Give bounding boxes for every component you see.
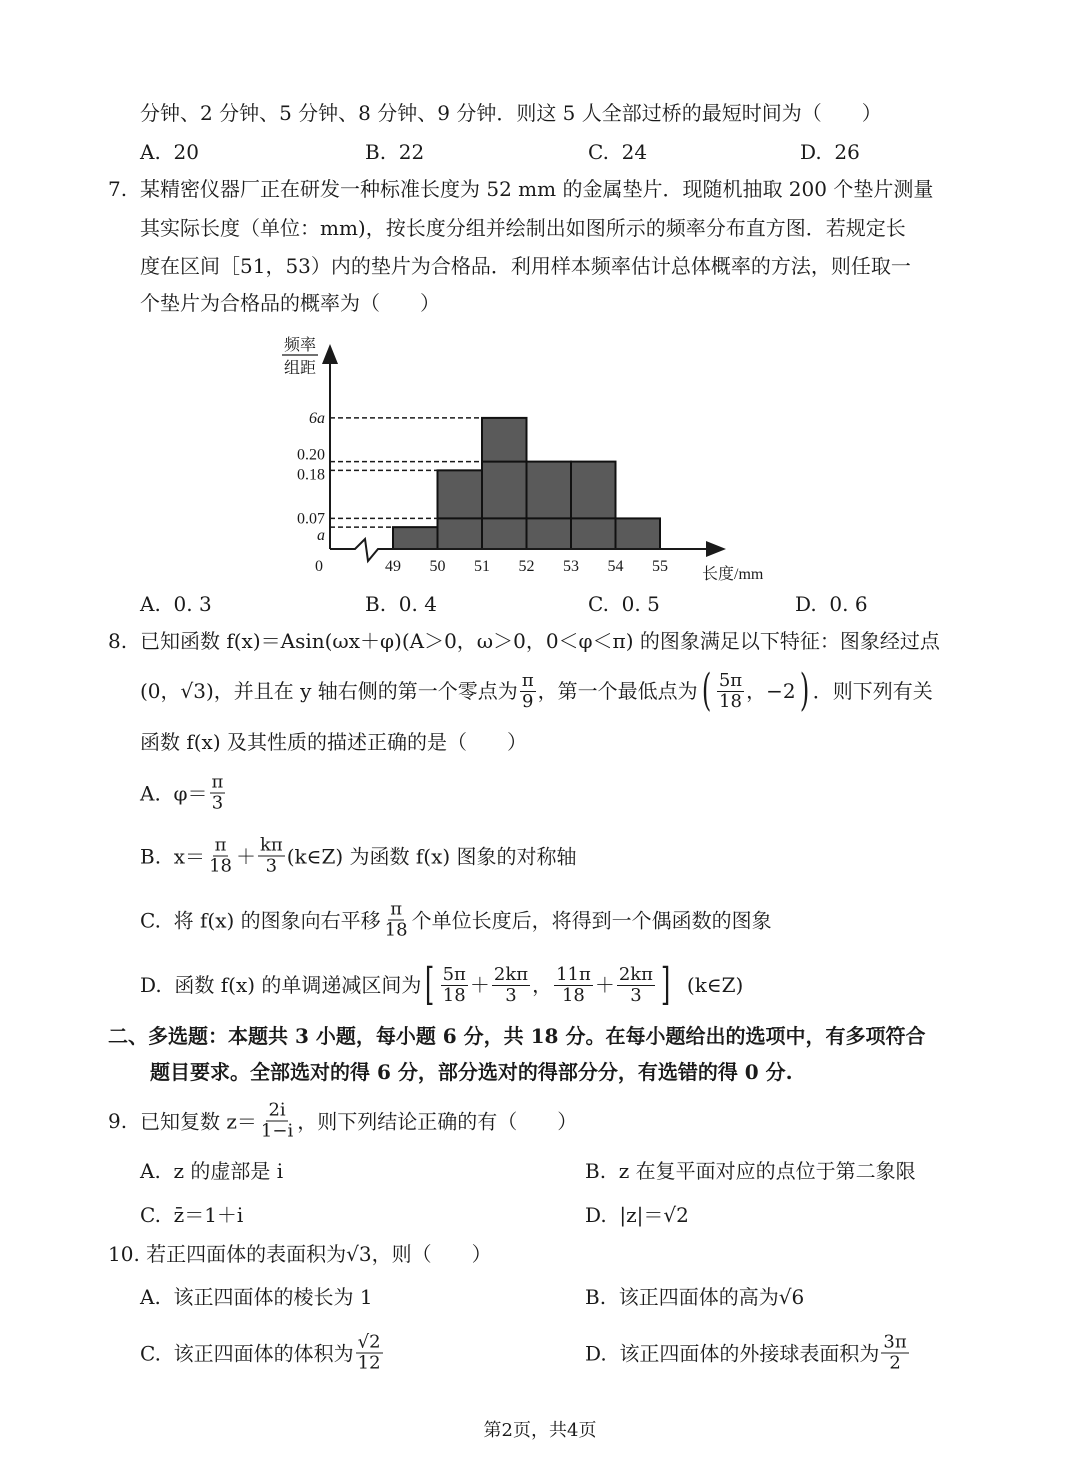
text-line-q10-opt-d xyxy=(585,1333,911,1374)
bracket: ( xyxy=(701,665,711,716)
fraction xyxy=(717,671,744,712)
fraction xyxy=(383,900,410,941)
text-segment: ，−2 xyxy=(746,679,796,703)
text-line-q6-opt-b xyxy=(365,140,424,164)
text-segment: A. φ＝ xyxy=(140,781,208,805)
text-line-q9-num xyxy=(108,1109,127,1133)
y-tick-label: a xyxy=(317,527,325,545)
numerator: 11π xyxy=(556,963,591,985)
text-segment: (k∈Z) 为函数 f(x) 图象的对称轴 xyxy=(286,844,577,868)
text-segment: 某精密仪器厂正在研发一种标准长度为 52 mm 的金属垫片．现随机抽取 200 个垫片测量 xyxy=(140,177,934,201)
bracket: [ xyxy=(425,959,435,1010)
text-segment: 7. xyxy=(108,177,128,201)
y-tick-label: 0.20 xyxy=(297,446,325,464)
fraction xyxy=(258,836,285,877)
x-tick-label: 53 xyxy=(563,558,579,575)
numerator: √2 xyxy=(357,1331,381,1353)
text-segment: C. 24 xyxy=(588,140,648,164)
bracket: ] xyxy=(660,959,671,1010)
text-segment: A. z 的虚部是 i xyxy=(140,1159,284,1183)
x-tick-label: 52 xyxy=(518,558,535,575)
text-line-q7-l3 xyxy=(140,254,911,278)
numerator: π xyxy=(214,834,227,856)
numerator: 2kπ xyxy=(618,963,654,985)
text-line-q8-l3 xyxy=(140,730,527,754)
text-segment: B. z 在复平面对应的点位于第二象限 xyxy=(585,1159,916,1183)
fraction xyxy=(554,965,593,1006)
text-line-q7-l1 xyxy=(140,177,933,201)
numerator: π xyxy=(211,771,224,793)
text-segment: D. 该正四面体的外接球表面积为 xyxy=(585,1341,880,1365)
text-line-q7-l4 xyxy=(140,291,440,315)
text-line-q9-opt-d xyxy=(585,1203,689,1227)
text-line-sec2-l2 xyxy=(150,1060,793,1084)
numerator: 2i xyxy=(268,1099,286,1121)
text-segment: 8. xyxy=(108,629,128,653)
text-line-q10-opt-c xyxy=(140,1333,385,1374)
text-segment: (0，√3)，并且在 y 轴右侧的第一个零点为 xyxy=(140,679,518,703)
text-segment: 二、多选题：本题共 3 小题，每小题 6 分，共 18 分。在每小题给出的选项中，有多项符合 xyxy=(108,1024,926,1048)
text-line-q9-opt-c xyxy=(140,1203,243,1227)
fraction xyxy=(259,1101,295,1142)
text-line-q10-l1 xyxy=(108,1242,492,1266)
denominator: 9 xyxy=(522,690,534,712)
text-segment: B. 该正四面体的高为√6 xyxy=(585,1285,805,1309)
numerator: 5π xyxy=(442,963,466,985)
text-line-q6-opt-a xyxy=(140,140,199,164)
frequency-histogram xyxy=(270,330,790,590)
text-line-q7-opt-a xyxy=(140,592,212,616)
denominator: 12 xyxy=(357,1352,381,1374)
fraction xyxy=(356,1333,383,1374)
text-segment: ＋ xyxy=(469,973,490,997)
denominator: 18 xyxy=(442,984,466,1006)
text-segment: A. 该正四面体的棱长为 1 xyxy=(140,1285,373,1309)
text-line-q8-opt-c xyxy=(140,900,772,941)
numerator: 5π xyxy=(718,669,743,691)
numerator: π xyxy=(390,898,403,920)
text-segment: 已知函数 f(x)＝Asin(ωx＋φ)(A＞0，ω＞0，0＜φ＜π) 的图象满足以下特征：图象经过点 xyxy=(140,629,940,653)
y-tick-label: 0.18 xyxy=(297,466,325,484)
denominator: 18 xyxy=(561,984,585,1006)
text-segment: 已知复数 z＝ xyxy=(140,1109,257,1133)
histogram-bar xyxy=(438,470,483,549)
x-axis-break xyxy=(330,539,393,561)
text-segment: 度在区间［51，53）内的垫片为合格品．利用样本频率估计总体概率的方法，则任取一 xyxy=(140,254,911,278)
text-line-q8-opt-a xyxy=(140,773,227,814)
text-segment: C. 将 f(x) 的图象向右平移 xyxy=(140,908,381,932)
numerator: 3π xyxy=(883,1331,907,1353)
text-line-q7-opt-d xyxy=(795,592,868,616)
text-segment: 10. 若正四面体的表面积为√3，则（ ） xyxy=(108,1242,492,1266)
text-line-q9-opt-b xyxy=(585,1159,916,1183)
text-segment: 个单位长度后，将得到一个偶函数的图象 xyxy=(411,908,772,932)
x-tick-label: 54 xyxy=(607,558,624,575)
text-line-q9-opt-a xyxy=(140,1159,283,1183)
text-segment: B. 22 xyxy=(365,140,425,164)
denominator: 3 xyxy=(211,792,224,814)
fraction xyxy=(492,965,530,1006)
denominator: 1−i xyxy=(260,1120,294,1142)
text-segment: D. |z|＝√2 xyxy=(585,1203,689,1227)
text-segment: C. 0. 5 xyxy=(588,592,660,616)
text-line-q8-opt-d xyxy=(140,959,744,1010)
fraction xyxy=(210,773,226,814)
text-segment: 其实际长度（单位：mm)，按长度分组并绘制出如图所示的频率分布直方图．若规定长 xyxy=(140,216,906,240)
text-segment: 函数 f(x) 及其性质的描述正确的是（ ） xyxy=(140,730,528,754)
text-segment: ＋ xyxy=(594,973,615,997)
text-segment: D. 函数 f(x) 的单调递减区间为 xyxy=(140,973,422,997)
text-segment: B. x＝ xyxy=(140,844,206,868)
text-segment: D. 26 xyxy=(800,140,860,164)
text-segment: ．则下列有关 xyxy=(812,679,933,703)
numerator: kπ xyxy=(259,834,283,856)
denominator: 18 xyxy=(719,690,742,712)
text-segment: A. 0. 3 xyxy=(140,592,212,616)
x-tick-label: 55 xyxy=(652,558,668,575)
numerator: π xyxy=(521,669,534,691)
denominator: 2 xyxy=(889,1352,901,1374)
x-tick-label: 50 xyxy=(429,558,446,575)
histogram-bar xyxy=(571,462,616,549)
bracket: ) xyxy=(799,665,809,716)
fraction xyxy=(441,965,468,1006)
text-segment: ， xyxy=(532,973,553,997)
text-line-q8-l1 xyxy=(140,629,940,653)
fraction xyxy=(520,671,536,712)
y-tick-label: 6a xyxy=(309,409,325,427)
text-segment: 题目要求。全部选对的得 6 分，部分选对的得部分分，有选错的得 0 分. xyxy=(150,1060,793,1084)
text-line-sec2-l1 xyxy=(108,1024,925,1048)
text-line-q9-l1 xyxy=(140,1101,577,1142)
x-tick-label: 49 xyxy=(385,558,401,575)
histogram-bar xyxy=(482,418,527,549)
fraction xyxy=(881,1333,908,1374)
denominator: 18 xyxy=(384,919,408,941)
text-segment: C. z̄＝1＋i xyxy=(140,1203,244,1227)
x-axis-label: 长度/mm xyxy=(702,566,764,583)
text-segment: 个垫片为合格品的概率为（ ） xyxy=(140,291,440,315)
y-label-bottom: 组距 xyxy=(283,360,317,377)
text-line-q10-opt-a xyxy=(140,1285,373,1309)
fraction xyxy=(617,965,655,1006)
text-line-q6-opt-d xyxy=(800,140,860,164)
text-line-q7-l2 xyxy=(140,216,906,240)
histogram-bar xyxy=(616,518,661,549)
text-line-q7-num xyxy=(108,177,127,201)
text-segment: (k∈Z) xyxy=(674,973,744,997)
text-line-q8-l2 xyxy=(140,665,933,716)
denominator: 18 xyxy=(209,855,232,877)
histogram-bar xyxy=(393,527,438,549)
denominator: 3 xyxy=(630,984,642,1006)
page-footer: 第2页，共4页 xyxy=(483,1420,597,1441)
text-line-q8-opt-b xyxy=(140,836,577,877)
text-segment: 分钟、2 分钟、5 分钟、8 分钟、9 分钟．则这 5 人全部过桥的最短时间为（ ） xyxy=(140,101,882,125)
text-line-q10-opt-b xyxy=(585,1285,804,1309)
x-tick-label: 51 xyxy=(474,558,490,575)
text-segment: D. 0. 6 xyxy=(795,592,868,616)
text-line-q8-num xyxy=(108,629,127,653)
text-segment: B. 0. 4 xyxy=(365,592,437,616)
origin-label: 0 xyxy=(315,558,323,575)
text-segment: 9. xyxy=(108,1109,128,1133)
histogram-bar xyxy=(527,462,572,549)
text-line-q7-opt-c xyxy=(588,592,660,616)
text-segment: ，则下列结论正确的有（ ） xyxy=(297,1109,578,1133)
text-segment: ，第一个最低点为 xyxy=(537,679,698,703)
text-segment: ＋ xyxy=(235,844,256,868)
numerator: 2kπ xyxy=(493,963,529,985)
text-line-q6-opt-c xyxy=(588,140,647,164)
fraction xyxy=(207,836,234,877)
y-label-top: 频率 xyxy=(283,337,317,354)
text-line-q7-opt-b xyxy=(365,592,437,616)
text-line-q6-cont xyxy=(140,101,882,125)
denominator: 3 xyxy=(265,855,278,877)
text-segment: C. 该正四面体的体积为 xyxy=(140,1341,354,1365)
y-tick-label: 0.07 xyxy=(297,510,325,528)
text-segment: A. 20 xyxy=(140,140,199,164)
denominator: 3 xyxy=(505,984,517,1006)
